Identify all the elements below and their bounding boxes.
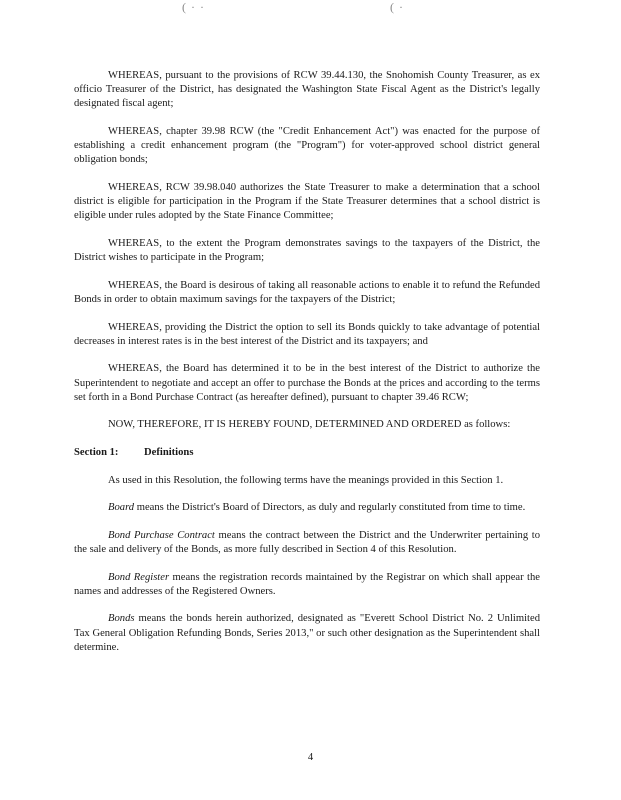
- whereas-paragraph: WHEREAS, the Board has determined it to be in the best interest of the District to authorize the Superintendent to negotiate and accept an offer to purchase the Bonds at the prices and according to the terms set forth in a Bond Purchase Contract (as hereafter defined), pursuant to chapter 39.46 RCW;: [74, 363, 540, 403]
- whereas-paragraph: WHEREAS, chapter 39.98 RCW (the "Credit Enhancement Act") was enacted for the purpose of establishing a credit enhancement program (the "Program") for voter-approved school district general obligation bonds;: [74, 126, 540, 166]
- defined-term: Bond Purchase Contract: [108, 529, 215, 541]
- definition-text: means the District's Board of Directors, as duly and regularly constituted from time to time.: [134, 502, 526, 514]
- definitions-intro: As used in this Resolution, the following terms have the meanings provided in this Section 1.: [108, 474, 504, 486]
- definition-text: means the registration records maintained by the Registrar on which shall appear the names and addresses of the Registered Owners.: [74, 571, 540, 597]
- page-number: 4: [307, 752, 314, 763]
- definition-text: means the contract between the District and the Underwriter pertaining to the sale and delivery of the Bonds, as more fully described in Section 4 of this Resolution.: [74, 529, 540, 555]
- defined-term: Board: [108, 502, 135, 514]
- whereas-paragraph: WHEREAS, RCW 39.98.040 authorizes the State Treasurer to make a determination that a school district is eligible for participation in the Program if the State Treasurer determines that a school district is eligible under rules adopted by the State Finance Committee;: [74, 182, 540, 222]
- defined-term: Bond Register: [108, 571, 170, 583]
- definition-paragraph: [74, 612, 540, 655]
- whereas-paragraph: WHEREAS, pursuant to the provisions of RCW 39.44.130, the Snohomish County Treasurer, as ex officio Treasurer of the District, has designated the Washington State Fiscal Agent as the District's legally designated fiscal agent;: [74, 70, 540, 110]
- defined-term: Bonds: [108, 613, 135, 625]
- document-body: [74, 69, 540, 668]
- whereas-paragraph: WHEREAS, providing the District the option to sell its Bonds quickly to take advantage of potential decreases in interest rates is in the best interest of the District and its taxpayers; and: [74, 321, 540, 347]
- definition-paragraph: [74, 501, 540, 515]
- definition-text: means the bonds herein authorized, designated as "Everett School District No. 2 Unlimited Tax General Obligation Refunding Bonds, Series 2013," or such other designation as the Superintendent shall determine.: [74, 613, 540, 653]
- whereas-paragraph: WHEREAS, the Board is desirous of taking all reasonable actions to enable it to refund the Refunded Bonds in order to obtain maximum savings for the taxpayers of the District;: [74, 279, 540, 305]
- scan-mark-right: ( ·: [390, 0, 404, 14]
- section-number: Section 1:: [74, 446, 119, 458]
- whereas-paragraph: WHEREAS, to the extent the Program demonstrates savings to the taxpayers of the District, the District wishes to participate in the Program;: [74, 238, 540, 264]
- now-therefore-paragraph: NOW, THEREFORE, IT IS HEREBY FOUND, DETERMINED AND ORDERED as follows:: [108, 419, 511, 431]
- scan-mark-left: ( · ·: [182, 0, 205, 14]
- section-title: Definitions: [144, 446, 194, 458]
- definition-paragraph: [74, 571, 540, 599]
- definition-paragraph: [74, 529, 540, 557]
- section-heading: [74, 446, 540, 460]
